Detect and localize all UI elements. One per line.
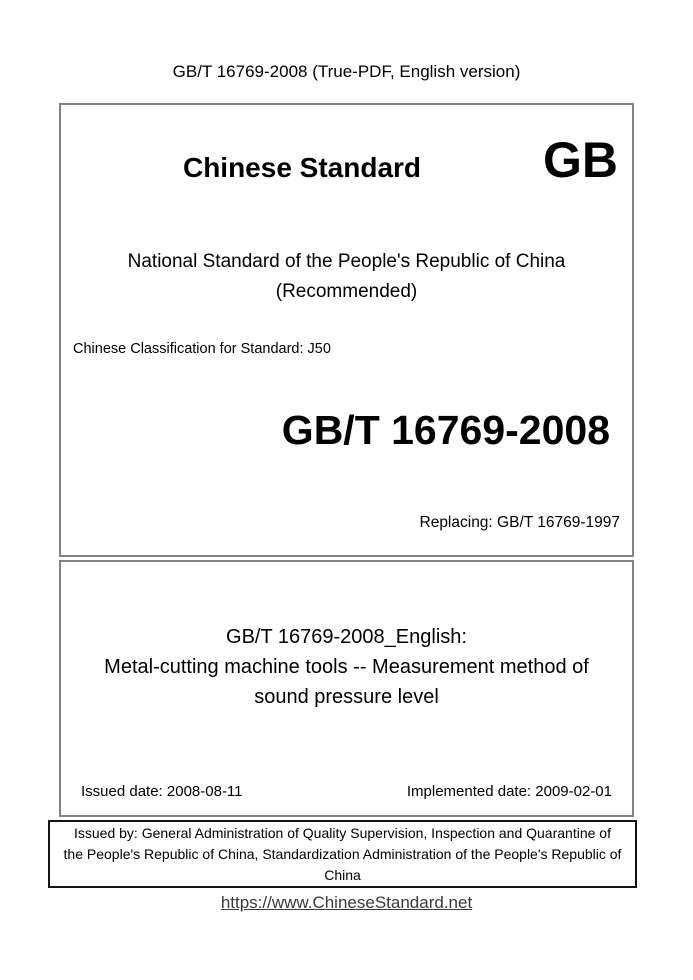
implemented-date: Implemented date: 2009-02-01	[406, 783, 612, 800]
footer-link-row	[0, 892, 693, 914]
national-standard-block	[61, 247, 632, 307]
issuer-line-3: China	[324, 866, 361, 883]
english-title-block	[61, 622, 632, 712]
standard-number: GB/T 16769-2008	[281, 407, 610, 453]
replacing-line: Replacing: GB/T 16769-1997	[419, 514, 620, 531]
brand-row	[61, 132, 632, 188]
classification-line: Chinese Classification for Standard: J50	[73, 341, 331, 357]
issuer-line-2: the People's Republic of China, Standardization Administration of the People's Republic of	[63, 845, 622, 862]
english-title-line-2: Metal-cutting machine tools -- Measurement method of	[104, 656, 589, 678]
english-title-line-3: sound pressure level	[254, 686, 439, 708]
issued-date: Issued date: 2008-08-11	[81, 783, 243, 800]
recommended-line: (Recommended)	[275, 281, 418, 302]
issuer-line-1: Issued by: General Administration of Quality Supervision, Inspection and Quarantine of	[74, 824, 611, 841]
english-title-box	[59, 560, 634, 817]
issuer-box	[48, 820, 637, 888]
page-header-title: GB/T 16769-2008 (True-PDF, English version)	[172, 62, 521, 81]
english-title-line-1: GB/T 16769-2008_English:	[226, 626, 467, 648]
brand-title: Chinese Standard	[182, 152, 422, 183]
dates-row	[61, 782, 632, 802]
national-standard-line: National Standard of the People's Republic of China	[127, 251, 566, 272]
cover-box	[59, 103, 634, 557]
gb-logo: GB	[543, 132, 618, 188]
website-link[interactable]: https://www.ChineseStandard.net	[220, 893, 473, 912]
